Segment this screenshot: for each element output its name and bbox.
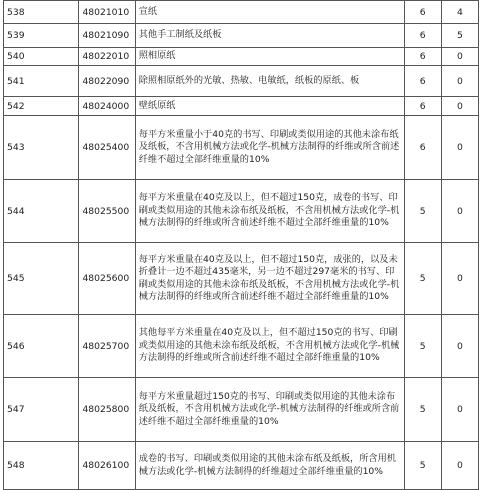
tariff-code-cell: 48025800 [79, 378, 135, 442]
table-row [4, 243, 479, 315]
description-cell: 每平方米重量在40克及以上，但不超过150克，成张的，以及未折叠计一边不超过435毫米，另一边不超过297毫米的书写、印刷或类似用途的其他未涂布纸及纸板，不含用机械方法或化学-机械方法制得的纤维或所含前述纤维不超过全部纤维重量的10% [135, 243, 404, 315]
description-cell: 除照相原纸外的光敏、热敏、电敏纸，纸板的原纸、板 [135, 66, 404, 97]
rate-b-cell: 0 [441, 378, 478, 442]
table-row [4, 378, 479, 442]
row-number-cell: 546 [4, 315, 79, 378]
description-cell: 其他每平方米重量在40克及以上，但不超过150克的书写、印刷或类似用途的其他未涂布纸及纸板，不含用机械方法或化学-机械方法制得的纤维或所含前述纤维不超过全部纤维重量的10% [135, 315, 404, 378]
row-number-cell: 538 [4, 1, 79, 24]
table-row [4, 315, 479, 378]
rate-a-cell: 5 [404, 442, 441, 490]
tariff-code-cell: 48021010 [79, 1, 135, 24]
tariff-code-cell: 48022010 [79, 48, 135, 66]
rate-a-cell: 6 [404, 24, 441, 48]
rate-a-cell: 6 [404, 48, 441, 66]
rate-b-cell: 0 [441, 243, 478, 315]
table-row [4, 48, 479, 66]
row-number-cell: 544 [4, 180, 79, 243]
row-number-cell: 541 [4, 66, 79, 97]
tariff-code-cell: 48021090 [79, 24, 135, 48]
description-cell: 成卷的书写、印刷或类似用途的其他未涂布纸及纸板，所含用机械方法或化学-机械方法制得的纤维超过全部纤维重量的10% [135, 442, 404, 490]
rate-b-cell: 0 [441, 116, 478, 180]
rate-b-cell: 4 [441, 1, 478, 24]
tariff-code-cell: 48022090 [79, 66, 135, 97]
table-row [4, 97, 479, 116]
rate-a-cell: 6 [404, 97, 441, 116]
tariff-code-cell: 48024000 [79, 97, 135, 116]
description-cell: 其他手工制纸及纸板 [135, 24, 404, 48]
tariff-code-cell: 48025700 [79, 315, 135, 378]
row-number-cell: 539 [4, 24, 79, 48]
rate-b-cell: 5 [441, 24, 478, 48]
row-number-cell: 547 [4, 378, 79, 442]
table-row [4, 66, 479, 97]
rate-a-cell: 5 [404, 315, 441, 378]
description-cell: 照相原纸 [135, 48, 404, 66]
description-cell: 每平方米重量小于40克的书写、印刷或类似用途的其他未涂布纸及纸板，不含用机械方法或化学-机械方法制得的纤维或所含前述纤维不超过全部纤维重量的10% [135, 116, 404, 180]
row-number-cell: 542 [4, 97, 79, 116]
rate-a-cell: 6 [404, 66, 441, 97]
rate-b-cell: 0 [441, 442, 478, 490]
rate-a-cell: 5 [404, 378, 441, 442]
table-row [4, 442, 479, 490]
rate-a-cell: 5 [404, 243, 441, 315]
table-row [4, 116, 479, 180]
rate-a-cell: 6 [404, 116, 441, 180]
rate-b-cell: 0 [441, 315, 478, 378]
description-cell: 每平方米重量在40克及以上，但不超过150克，成卷的书写、印刷或类似用途的其他未涂布纸及纸板，不含用机械方法或化学-机械方法制得的纤维或所含前述纤维不超过全部纤维重量的10% [135, 180, 404, 243]
tariff-code-cell: 48026100 [79, 442, 135, 490]
table-row [4, 180, 479, 243]
rate-b-cell: 0 [441, 97, 478, 116]
table-row [4, 24, 479, 48]
description-cell: 壁纸原纸 [135, 97, 404, 116]
tariff-code-cell: 48025600 [79, 243, 135, 315]
rate-b-cell: 0 [441, 48, 478, 66]
row-number-cell: 545 [4, 243, 79, 315]
tariff-code-cell: 48025500 [79, 180, 135, 243]
rate-a-cell: 5 [404, 180, 441, 243]
rate-b-cell: 0 [441, 66, 478, 97]
table-row [4, 1, 479, 24]
rate-b-cell: 0 [441, 180, 478, 243]
row-number-cell: 540 [4, 48, 79, 66]
description-cell: 宣纸 [135, 1, 404, 24]
row-number-cell: 548 [4, 442, 79, 490]
description-cell: 每平方米重量超过150克的书写、印刷或类似用途的其他未涂布纸及纸板，不含用机械方法或化学-机械方法制得的纤维或所含前述纤维不超过全部纤维重量的10% [135, 378, 404, 442]
tariff-code-cell: 48025400 [79, 116, 135, 180]
rate-a-cell: 6 [404, 1, 441, 24]
tariff-table-body [4, 1, 479, 490]
tariff-table [3, 0, 479, 490]
row-number-cell: 543 [4, 116, 79, 180]
